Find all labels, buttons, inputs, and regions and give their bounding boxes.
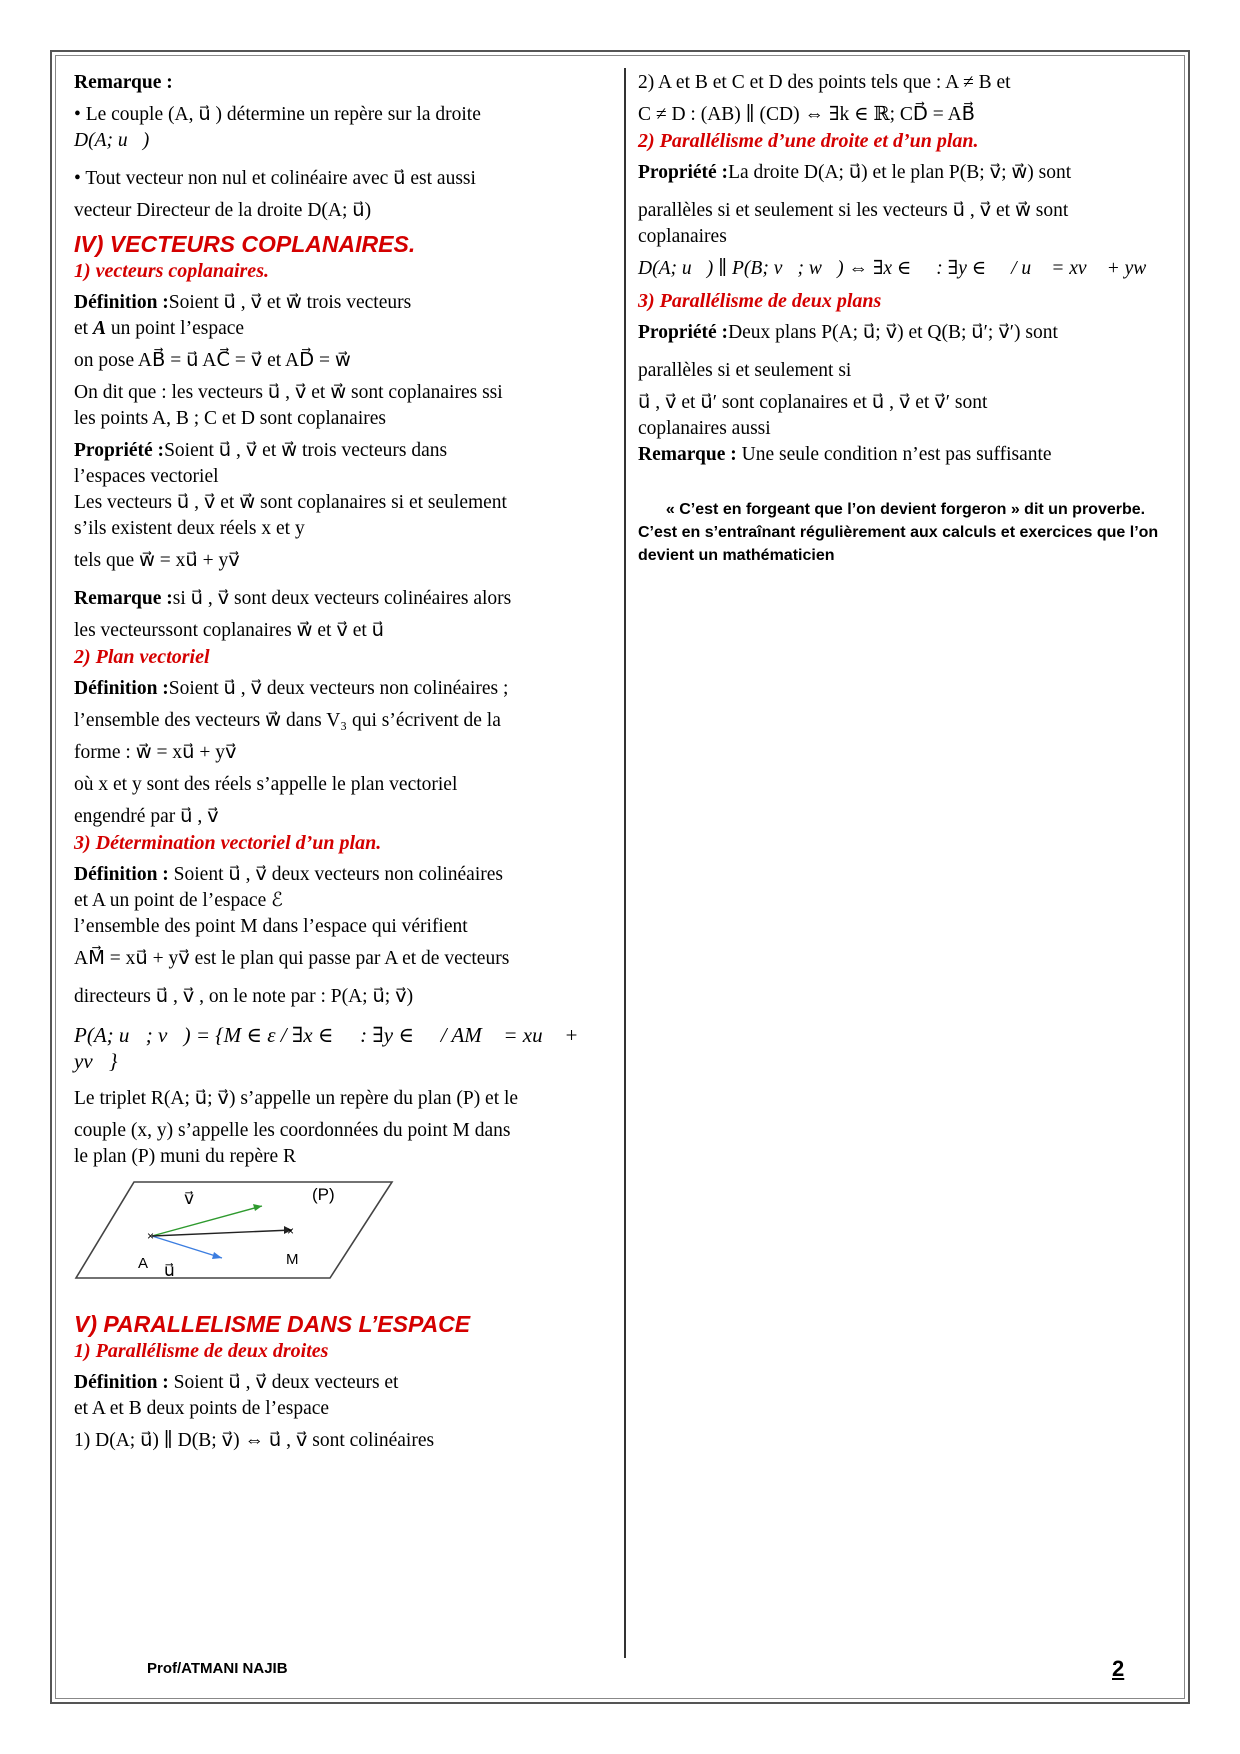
remarque-text: si u⃗ , v⃗ sont deux vecteurs colinéaires alors	[172, 588, 512, 609]
definition-text: on pose AB⃗ = u⃗ AC⃗ = v⃗ et AD⃗ = w⃗	[74, 350, 351, 371]
subsection-parallel-lines: 1) Parallélisme de deux droites	[74, 1340, 329, 1362]
definition-text: l’ensemble des vecteurs w⃗ dans V₃ qui s’écrivent de la	[74, 710, 501, 731]
property-text: coplanaires aussi	[638, 418, 771, 439]
definition-text: les points A, B ; C et D sont coplanaires	[74, 408, 386, 429]
definition-text: où x et y sont des réels s’appelle le plan vectoriel	[74, 774, 458, 795]
property-text: Soient u⃗ , v⃗ et w⃗ trois vecteurs dans	[164, 440, 448, 461]
definition-label: Définition :	[74, 864, 169, 885]
definition-text: Le triplet R(A; u⃗; v⃗) s’appelle un repère du plan (P) et le	[74, 1088, 519, 1109]
property-text: La droite D(A; u⃗) et le plan P(B; v⃗; w⃗) sont	[728, 162, 1072, 183]
left-column	[74, 70, 614, 1454]
motivation-quote: C’est en s’entraînant régulièrement aux calculs et exercices que l’on devient un mathématicien	[638, 524, 1159, 564]
definition-text: un point l’espace	[105, 318, 245, 339]
remarque-label: Remarque :	[638, 444, 737, 465]
definition-text: Soient u⃗ , v⃗ deux vecteurs non colinéaires	[168, 864, 503, 885]
definition-text: couple (x, y) s’appelle les coordonnées du point M dans	[74, 1120, 511, 1141]
definition-text: AM⃗ = xu⃗ + yv⃗ est le plan qui passe par A et de vecteurs	[74, 948, 510, 969]
label-v: v⃗	[184, 1189, 195, 1208]
point-A-cross: ×	[147, 1229, 155, 1243]
label-u: u⃗	[164, 1261, 175, 1280]
subsection-plane-determination: 3) Détermination vectoriel d’un plan.	[74, 832, 382, 854]
definition-text: et A un point de l’espace ℰ	[74, 890, 283, 911]
property-label: Propriété :	[638, 322, 729, 343]
vector-u-arrow	[152, 1236, 222, 1258]
plane-parallelogram	[76, 1182, 392, 1278]
property-text: Deux plans P(A; u⃗; v⃗) et Q(B; u⃗′; v⃗′) sont	[728, 322, 1058, 343]
property-text: Les vecteurs u⃗ , v⃗ et w⃗ sont coplanaires si et seulement	[74, 492, 507, 513]
remarque-bullet-1-formula: D(A; u⃗)	[74, 130, 150, 151]
footer-author: Prof/ATMANI NAJIB	[147, 1660, 288, 1677]
property-text: l’espaces vectoriel	[74, 466, 219, 487]
property-label: Propriété :	[74, 440, 165, 461]
property-text: parallèles si et seulement si les vecteurs u⃗ , v⃗ et w⃗ sont	[638, 200, 1069, 221]
definition-text: Soient u⃗ , v⃗ deux vecteurs et	[168, 1372, 399, 1393]
subsection-line-plane-parallel: 2) Parallélisme d’une droite et d’un plan.	[638, 130, 979, 152]
property-text: coplanaires	[638, 226, 727, 247]
label-P: (P)	[312, 1185, 335, 1204]
remarque-text: Une seule condition n’est pas suffisante	[736, 444, 1052, 465]
definition-text: engendré par u⃗ , v⃗	[74, 806, 219, 827]
property-label: Propriété :	[638, 162, 729, 183]
definition-label: Définition :	[74, 292, 169, 313]
remarque-label: Remarque :	[74, 588, 173, 609]
definition-text: 1) D(A; u⃗) ∥ D(B; v⃗) ⇔ u⃗ , v⃗ sont colinéaires	[74, 1430, 435, 1451]
definition-label: Définition :	[74, 1372, 169, 1393]
condition-text: 2) A et B et C et D des points tels que : A ≠ B et	[638, 72, 1011, 93]
section-5-title: V) PARALLELISME DANS L’ESPACE	[74, 1311, 471, 1337]
property-text: parallèles si et seulement si	[638, 360, 852, 381]
proverb-quote: « C’est en forgeant que l’on devient forgeron » dit un proverbe.	[665, 501, 1146, 518]
definition-label: Définition :	[74, 678, 169, 699]
right-column	[638, 70, 1173, 567]
property-text: s’ils existent deux réels x et y	[74, 518, 305, 539]
remarque-bullet-2: • Tout vecteur non nul et colinéaire avec u⃗ est aussi	[74, 168, 476, 189]
plane-figure	[74, 1178, 614, 1294]
plane-set-formula: P(A; u⃗; v⃗) = {M ∈ ε / ∃x ∈ ℝ : ∃y ∈ ℝ / AM⃗ = xu⃗ + yv⃗}	[74, 1023, 579, 1073]
definition-text: Soient u⃗ , v⃗ et w⃗ trois vecteurs	[168, 292, 412, 313]
label-A: A	[138, 1255, 149, 1272]
remarque-text: les vecteurssont coplanaires w⃗ et v⃗ et u⃗	[74, 620, 385, 641]
page-number: 2	[1112, 1656, 1125, 1681]
definition-text: Soient u⃗ , v⃗ deux vecteurs non colinéaires ;	[168, 678, 509, 699]
definition-text: le plan (P) muni du repère R	[74, 1146, 297, 1167]
definition-text: forme : w⃗ = xu⃗ + yv⃗	[74, 742, 237, 763]
subsection-two-planes-parallel: 3) Parallélisme de deux plans	[638, 290, 882, 312]
definition-text: et A et B deux points de l’espace	[74, 1398, 330, 1419]
definition-text: et	[74, 318, 93, 339]
section-4-title: IV) VECTEURS COPLANAIRES.	[74, 231, 416, 257]
definition-text: l’ensemble des point M dans l’espace qui vérifient	[74, 916, 468, 937]
property-text: tels que w⃗ = xu⃗ + yv⃗	[74, 550, 240, 571]
definition-text: On dit que : les vecteurs u⃗ , v⃗ et w⃗ sont coplanaires ssi	[74, 382, 503, 403]
remarque-bullet-2-cont: vecteur Directeur de la droite D(A; u⃗)	[74, 200, 372, 221]
subsection-vector-plane: 2) Plan vectoriel	[74, 646, 210, 668]
vector-u-arrowhead	[212, 1252, 222, 1259]
point-A: A	[92, 318, 106, 339]
point-M-cross: ×	[287, 1224, 295, 1238]
property-text: u⃗ , v⃗ et u⃗′ sont coplanaires et u⃗ , v⃗ et v⃗′ sont	[638, 392, 988, 413]
label-M: M	[286, 1251, 299, 1268]
remarque-title: Remarque :	[74, 72, 173, 93]
condition-formula: C ≠ D : (AB) ∥ (CD) ⇔ ∃k ∈ ℝ; CD⃗ = AB⃗	[638, 104, 976, 125]
definition-text: directeurs u⃗ , v⃗ , on le note par : P(A; u⃗; v⃗)	[74, 986, 414, 1007]
column-divider	[624, 68, 626, 1658]
vector-v-arrowhead	[253, 1204, 262, 1211]
plane-diagram	[74, 1178, 394, 1286]
subsection-coplanar-vectors: 1) vecteurs coplanaires.	[74, 260, 269, 282]
property-formula: D(A; u⃗) ∥ P(B; v⃗; w⃗) ⇔ ∃x ∈ ℝ : ∃y ∈ ℝ / u⃗ = xv⃗ + yw⃗	[638, 258, 1162, 279]
remarque-bullet-1: • Le couple (A, u⃗ ) détermine un repère sur la droite	[74, 104, 481, 125]
